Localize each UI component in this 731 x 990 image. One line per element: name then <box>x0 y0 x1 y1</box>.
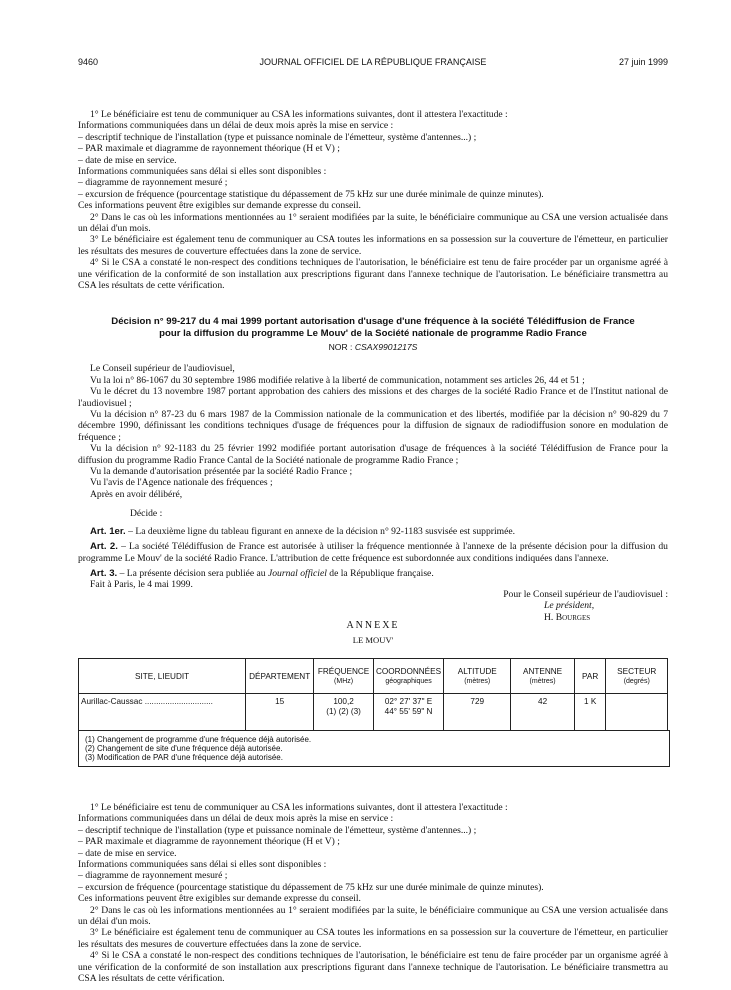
paragraph: Informations communiquées dans un délai de deux mois après la mise en service : <box>78 120 394 132</box>
par-cell: 1 K <box>574 694 606 731</box>
paragraph: Informations communiquées dans un délai de deux mois après la mise en service : <box>78 813 394 825</box>
article-2 <box>78 541 668 564</box>
list-item: – PAR maximale et diagramme de rayonnement théorique (H et V) ; <box>78 143 340 155</box>
signature-name: H. Bourges <box>544 611 591 623</box>
decide-heading: Décide : <box>130 508 163 520</box>
decision-title-line-1: Décision n° 99-217 du 4 mai 1999 portant autorisation d'usage d'une fréquence à la société Télédiffusion de France <box>111 316 635 327</box>
table-note: (3) Modification de PAR d'une fréquence déjà autorisée. <box>85 753 283 762</box>
paragraph: Ces informations peuvent être exigibles sur demande expresse du conseil. <box>78 200 361 212</box>
visa-line: Vu la décision n° 92-1183 du 25 février 1992 modifiée portant autorisation d'usage de fréquences à la société Télédiffusion de France pour la diffusion du programme Radio France Cantal de la Société nationale de programme Radio France ; <box>78 443 668 466</box>
page-header <box>78 57 668 69</box>
table-note: (1) Changement de programme d'une fréquence déjà autorisée. <box>85 735 312 744</box>
article-label: Art. 1er. <box>90 525 126 537</box>
frequency-table <box>78 658 668 730</box>
paragraph: Ces informations peuvent être exigibles sur demande expresse du conseil. <box>78 893 361 905</box>
column-header: ANTENNE (mètres) <box>511 659 574 694</box>
list-item: – excursion de fréquence (pourcentage statistique du dépassement de 75 kHz sur une durée minimale de quinze minutes). <box>78 188 544 200</box>
top-conditions-block <box>78 109 668 292</box>
antenna-cell: 42 <box>511 694 574 731</box>
visa-line: Le Conseil supérieur de l'audiovisuel, <box>90 363 235 375</box>
list-item: – diagramme de rayonnement mesuré ; <box>78 177 228 189</box>
frequency-cell: 100,2 (1) (2) (3) <box>314 694 374 731</box>
visa-line: Après en avoir délibéré, <box>90 488 183 500</box>
visa-line: Vu la demande d'autorisation présentée par la société Radio France ; <box>90 466 353 478</box>
coordinates-cell: 02° 27' 37" E 44° 55' 59" N <box>374 694 444 731</box>
visa-line: Vu la loi n° 86-1067 du 30 septembre 1986 modifiée relative à la liberté de communication, notamment ses articles 26, 44 et 51 ; <box>90 374 585 386</box>
article-text: – La présente décision sera publiée au <box>119 567 266 579</box>
paragraph: 4° Si le CSA a constaté le non-respect des conditions techniques de l'autorisation, le bénéficiaire est tenu de faire procéder par un organisme agréé à une vérification de la conformité de son installation aux prescriptions figurant dans l'annexe technique de l'autorisation. Le bénéficiaire transmettra au CSA les résultats de cette vérification. <box>78 257 668 292</box>
column-header: PAR <box>574 659 606 694</box>
article-text: – La société Télédiffusion de France est autorisée à utiliser la fréquence mentionnée à l'annexe de la présente décision pour la diffusion du programme Le Mouv' de la société Radio France. L'attribution de cette fréquence est subordonnée aux conditions indiquées dans l'annexe. <box>78 541 668 564</box>
annexe-table-block <box>78 658 668 767</box>
article-text: – La deuxième ligne du tableau figurant en annexe de la décision n° 92-1183 susvisée est supprimée. <box>128 525 515 537</box>
nor-code: CSAX9901217S <box>354 342 418 352</box>
paragraph: 3° Le bénéficiaire est également tenu de communiquer au CSA toutes les informations en sa possession sur la couverture de l'émetteur, en particulier les résultats des mesures de couverture effectuées dans la zone de service. <box>78 927 668 950</box>
table-note: (2) Changement de site d'une fréquence déjà autorisée. <box>85 744 283 753</box>
altitude-cell: 729 <box>444 694 511 731</box>
site-cell: Aurillac-Caussac .............................. <box>79 694 246 731</box>
journal-title: JOURNAL OFFICIEL DE LA RÉPUBLIQUE FRANÇAISE <box>259 57 487 67</box>
decision-block <box>78 316 668 623</box>
article-text: de la République française. <box>329 567 434 579</box>
page-number: 9460 <box>78 57 99 67</box>
article-1 <box>78 526 668 537</box>
issue-date: 27 juin 1999 <box>618 57 668 67</box>
article-label: Art. 2. <box>90 541 118 553</box>
paragraph: 4° Si le CSA a constaté le non-respect des conditions techniques de l'autorisation, le bénéficiaire est tenu de faire procéder par un organisme agréé à une vérification de la conformité de son installation aux prescriptions figurant dans l'annexe technique de l'autorisation. Le bénéficiaire transmettra au CSA les résultats de cette vérification. <box>78 950 668 985</box>
paragraph: 2° Dans le cas où les informations mentionnées au 1° seraient modifiées par la suite, le bénéficiaire communique au CSA une version actualisée dans un délai d'un mois. <box>78 904 668 928</box>
signature-line: Pour le Conseil supérieur de l'audiovisuel : <box>503 588 668 600</box>
table-notes <box>78 730 670 767</box>
column-header: DÉPARTEMENT <box>246 659 314 694</box>
paragraph: Informations communiquées sans délai si elles sont disponibles : <box>78 166 327 178</box>
paragraph: 1° Le bénéficiaire est tenu de communiquer au CSA les informations suivantes, dont il attestera l'exactitude : <box>90 109 508 120</box>
signature-block <box>78 589 668 623</box>
table-row <box>79 694 668 731</box>
bottom-conditions-block <box>78 802 668 985</box>
column-header: FRÉQUENCE (MHz) <box>314 659 374 694</box>
annexe-title: ANNEXE <box>346 620 400 631</box>
list-item: – excursion de fréquence (pourcentage statistique du dépassement de 75 kHz sur une durée minimale de quinze minutes). <box>78 881 544 893</box>
decision-title-line-2: pour la diffusion du programme Le Mouv' de la Société nationale de programme Radio France <box>159 327 587 339</box>
annexe-heading <box>78 620 668 647</box>
paragraph: Informations communiquées sans délai si elles sont disponibles : <box>78 859 327 871</box>
place-date: Fait à Paris, le 4 mai 1999. <box>90 579 193 591</box>
paragraph: 3° Le bénéficiaire est également tenu de communiquer au CSA toutes les informations en sa possession sur la couverture de l'émetteur, en particulier les résultats des mesures de couverture effectuées dans la zone de service. <box>78 234 668 257</box>
visa-line: Vu la décision n° 87-23 du 6 mars 1987 de la Commission nationale de la communication et des libertés, modifiée par la décision n° 90-829 du 7 décembre 1990, définissant les conditions techniques d'usage de fréquences pour la diffusion de signaux de radiodiffusion sonore en modulation de fréquence ; <box>78 409 668 443</box>
paragraph: 2° Dans le cas où les informations mentionnées au 1° seraient modifiées par la suite, le bénéficiaire communique au CSA une version actualisée dans un délai d'un mois. <box>78 211 668 235</box>
paragraph: 1° Le bénéficiaire est tenu de communiquer au CSA les informations suivantes, dont il attestera l'exactitude : <box>90 802 508 813</box>
journal-name: Journal officiel <box>268 567 327 579</box>
annexe-subtitle: LE MOUV' <box>352 635 394 646</box>
visa-line: Vu le décret du 13 novembre 1987 portant approbation des cahiers des missions et des charges de la société Radio France et de l'Institut national de l'audiovisuel ; <box>78 386 668 409</box>
article-label: Art. 3. <box>90 567 118 579</box>
list-item: – descriptif technique de l'installation (type et puissance nominale de l'émetteur, système d'antennes...) ; <box>78 131 477 143</box>
sector-cell <box>606 694 668 731</box>
signature-role: Le président, <box>544 600 595 612</box>
list-item: – descriptif technique de l'installation (type et puissance nominale de l'émetteur, système d'antennes...) ; <box>78 824 477 836</box>
list-item: – date de mise en service. <box>78 847 177 859</box>
column-header: COORDONNÉES géographiques <box>374 659 444 694</box>
column-header: SITE, LIEUDIT <box>79 659 246 694</box>
article-3 <box>78 568 668 579</box>
column-header: SECTEUR (degrés) <box>606 659 668 694</box>
column-header: ALTITUDE (mètres) <box>444 659 511 694</box>
table-header-row <box>79 659 668 694</box>
nor-reference <box>78 342 668 353</box>
visa-line: Vu l'avis de l'Agence nationale des fréquences ; <box>90 477 273 489</box>
department-cell: 15 <box>246 694 314 731</box>
list-item: – PAR maximale et diagramme de rayonnement théorique (H et V) ; <box>78 836 340 848</box>
list-item: – diagramme de rayonnement mesuré ; <box>78 870 228 882</box>
nor-label: NOR : <box>328 342 353 352</box>
list-item: – date de mise en service. <box>78 154 177 166</box>
